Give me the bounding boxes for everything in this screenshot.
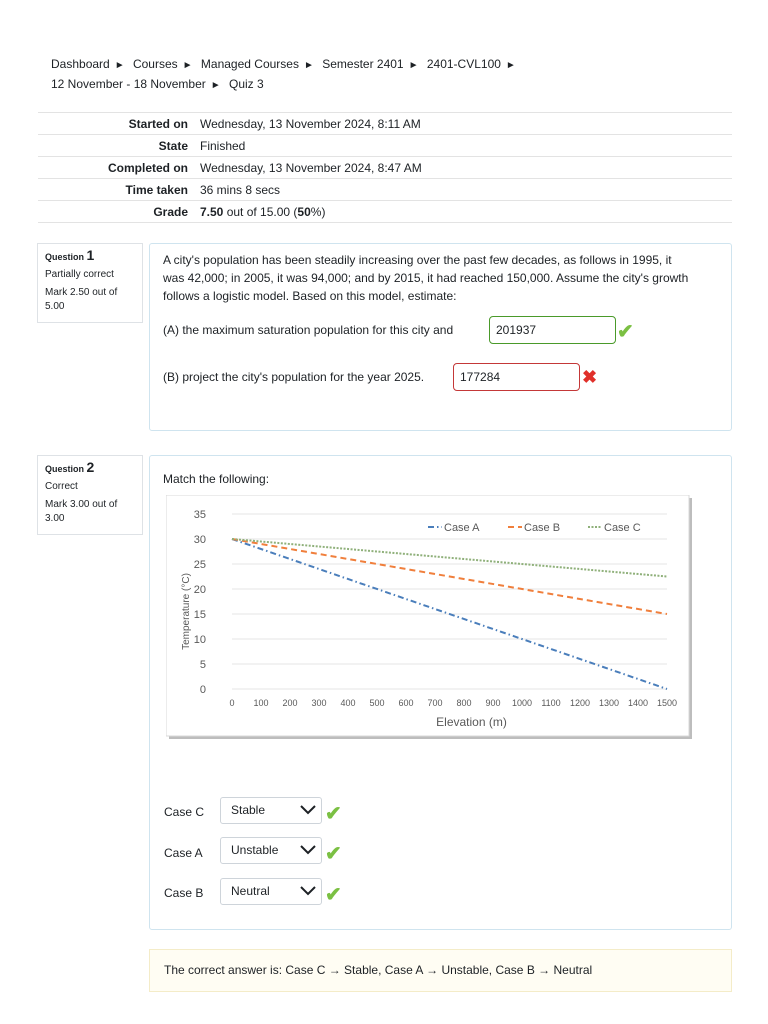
question-2-text: Match the following: [163,472,270,486]
y-tick-label: 30 [193,534,206,546]
breadcrumb-separator: ► [505,60,516,71]
grade-row [38,201,732,223]
summary-value: Wednesday, 13 November 2024, 8:47 AM [194,157,732,179]
match-label-case-c: Case C [164,805,205,819]
check-icon: ✔ [617,321,634,343]
y-tick-label: 15 [193,609,206,621]
x-tick-label: 700 [427,698,443,708]
breadcrumb-courses[interactable]: Courses [132,57,178,71]
chevron-down-icon [299,883,317,899]
match-label-case-b: Case B [164,886,204,900]
grade-score: 7.50 [200,204,224,219]
x-tick-label: 0 [229,698,235,708]
question-2-info [37,455,143,535]
y-tick-label: 0 [199,684,206,696]
match-select-case-a[interactable] [220,837,322,864]
x-tick-label: 900 [485,698,501,708]
x-tick-label: 400 [340,698,356,708]
question-1-info [37,243,143,323]
x-tick-label: 1100 [541,698,561,708]
part-a-input[interactable]: 201937 [489,316,616,344]
x-tick-label: 300 [311,698,327,708]
question-number [45,460,135,476]
attempt-summary-table [38,112,732,223]
question-mark: Mark 3.00 out of 3.00 [45,499,118,524]
correct-answer-feedback: The correct answer is: Case C → Stable, Case A → Unstable, Case B → Neutral [149,949,732,992]
breadcrumb-separator: ► [303,60,314,71]
select-value: Unstable [231,843,279,857]
x-tick-label: 1300 [598,698,620,708]
breadcrumb-semester[interactable]: Semester 2401 [322,57,404,71]
check-icon: ✔ [325,884,342,906]
y-tick-label: 20 [193,584,206,596]
match-label-case-a: Case A [164,846,203,860]
x-tick-label: 600 [398,698,414,708]
check-icon: ✔ [325,843,342,865]
y-tick-label: 10 [193,634,206,646]
match-select-case-c[interactable] [220,797,322,824]
grade-end: %) [310,204,326,219]
y-axis-label: Temperature (°C) [181,573,192,650]
x-tick-label: 800 [456,698,472,708]
chevron-down-icon [299,802,317,818]
breadcrumb-quiz[interactable]: Quiz 3 [228,77,264,91]
summary-key: Time taken [38,179,194,201]
summary-row [38,135,732,157]
y-tick-label: 25 [193,559,206,571]
temperature-elevation-chart [166,495,692,739]
grade-value [194,201,732,223]
breadcrumb-separator: ► [182,60,193,71]
x-tick-label: 1500 [656,698,678,708]
question-label: Question [45,252,85,262]
x-tick-label: 1400 [627,698,649,708]
question-number-value: 1 [86,247,95,263]
summary-row [38,179,732,201]
check-icon: ✔ [325,803,342,825]
grade-key: Grade [38,201,194,223]
x-tick-label: 200 [282,698,298,708]
grade-out-of: out of 15.00 ( [223,204,298,219]
question-label: Question [45,464,85,474]
breadcrumb [51,55,591,95]
y-tick-label: 5 [199,659,206,671]
x-tick-label: 1200 [569,698,591,708]
chevron-down-icon [299,842,317,858]
summary-row [38,113,732,135]
breadcrumb-dashboard[interactable]: Dashboard [51,57,110,71]
summary-value: Finished [194,135,732,157]
x-tick-label: 100 [253,698,269,708]
legend-label: Case B [524,522,561,534]
summary-value: 36 mins 8 secs [194,179,732,201]
breadcrumb-course[interactable]: 2401-CVL100 [426,57,501,71]
match-select-case-b[interactable] [220,878,322,905]
legend-label: Case A [444,522,480,534]
question-mark: Mark 2.50 out of 5.00 [45,287,118,312]
question-status: Partially correct [45,269,114,280]
part-b-label: (B) project the city's population for the year 2025. [163,370,425,384]
cross-icon: ✖ [582,367,598,387]
summary-key: State [38,135,194,157]
legend-label: Case C [604,522,641,534]
summary-row [38,157,732,179]
question-1-text: A city's population has been steadily increasing over the past few decades, as follows in 1995, it was 42,000; in 2005, it was 94,000; and by 2015, it had reached 150,000. Assume the city's growth follows a logistic model. Based on this model, estimate: [163,253,689,303]
select-value: Stable [231,803,266,817]
summary-key: Started on [38,113,194,135]
y-tick-label: 35 [193,509,206,521]
summary-value: Wednesday, 13 November 2024, 8:11 AM [194,113,732,135]
x-tick-label: 500 [369,698,385,708]
breadcrumb-managed-courses[interactable]: Managed Courses [200,57,299,71]
breadcrumb-separator: ► [210,80,221,91]
part-a-label: (A) the maximum saturation population for this city and [163,323,454,337]
question-number [45,248,135,264]
grade-percent: 50 [297,204,311,219]
breadcrumb-separator: ► [408,60,419,71]
part-b-input[interactable]: 177284 [453,363,580,391]
x-axis-label: Elevation (m) [436,715,507,729]
breadcrumb-separator: ► [114,60,125,71]
summary-key: Completed on [38,157,194,179]
select-value: Neutral [231,884,270,898]
breadcrumb-week[interactable]: 12 November - 18 November [51,77,206,91]
question-number-value: 2 [86,459,95,475]
question-status: Correct [45,481,78,492]
x-tick-label: 1000 [511,698,533,708]
